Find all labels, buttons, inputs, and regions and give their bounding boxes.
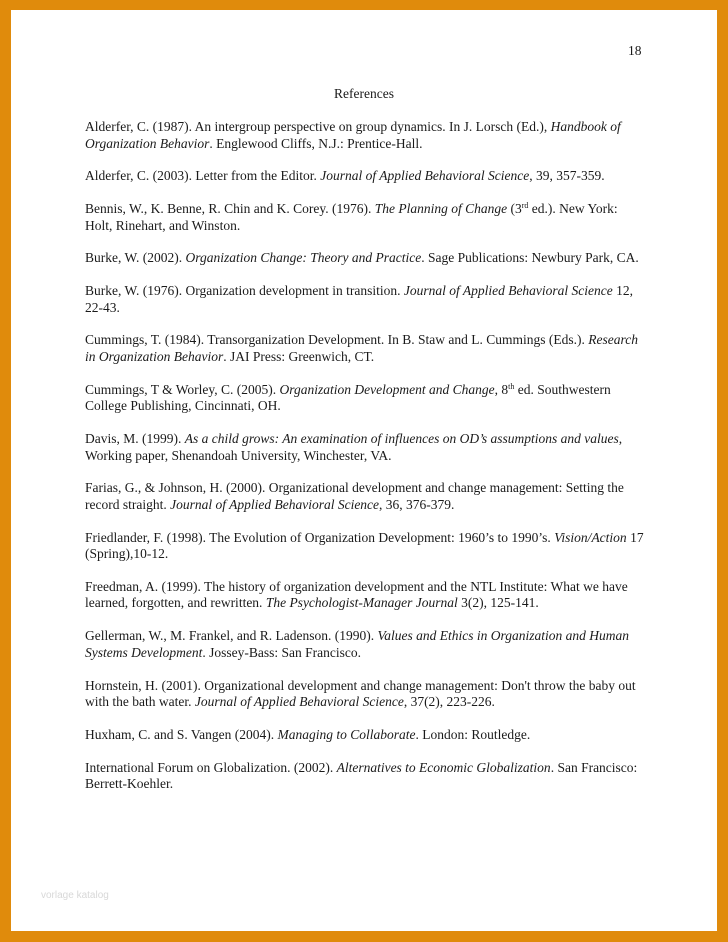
reference-entry xyxy=(85,431,645,464)
reference-text: Bennis, W., K. Benne, R. Chin and K. Corey. (1976). xyxy=(85,201,375,217)
reference-entry xyxy=(85,250,645,267)
reference-text: . San Francisco: Berrett-Koehler. xyxy=(85,759,638,792)
reference-text: International Forum on Globalization. (2002). xyxy=(85,759,337,775)
reference-text: Alderfer, C. (2003). Letter from the Editor. xyxy=(85,168,321,184)
reference-title-italic: Alternatives to Economic Globalization xyxy=(336,759,551,775)
reference-title-italic: Journal of Applied Behavioral Science xyxy=(320,168,530,184)
reference-title-italic: Journal of Applied Behavioral Science xyxy=(403,283,613,299)
reference-text: , 8 xyxy=(494,381,509,397)
reference-text: , Working paper, Shenandoah University, Winchester, VA. xyxy=(85,431,623,463)
reference-text: Burke, W. (1976). Organization development in transition. xyxy=(85,283,404,299)
reference-text: Huxham, C. and S. Vangen (2004). xyxy=(85,726,278,742)
reference-title-italic: Organization Development and Change xyxy=(279,381,495,397)
reference-text: , 37(2), 223-226. xyxy=(403,694,495,710)
reference-entry xyxy=(85,168,645,185)
reference-entry xyxy=(85,119,645,152)
reference-text: . JAI Press: Greenwich, CT. xyxy=(223,348,375,364)
reference-text: Hornstein, H. (2001). Organizational development and change management: Don't throw the baby out with the bath water. xyxy=(85,677,636,710)
reference-title-italic: Values and Ethics in Organization and Human Systems Development xyxy=(85,628,629,660)
reference-text: 17 (Spring),10-12. xyxy=(85,529,644,562)
reference-text: Alderfer, C. (1987). An intergroup perspective on group dynamics. In J. Lorsch (Ed.), xyxy=(85,119,551,134)
reference-text: Davis, M. (1999). xyxy=(85,431,185,447)
reference-text: Farias, G., & Johnson, H. (2000). Organizational development and change management: Setting the record straight. xyxy=(85,480,624,512)
reference-text: Gellerman, W., M. Frankel, and R. Ladenson. (1990). xyxy=(85,628,378,644)
reference-text: Cummings, T & Worley, C. (2005). xyxy=(85,381,280,397)
reference-entry xyxy=(85,201,645,234)
page-title: References xyxy=(334,86,394,101)
reference-text: , 36, 376-379. xyxy=(379,496,455,512)
document-page xyxy=(11,10,717,931)
watermark-text: vorlage katalog xyxy=(41,890,109,901)
reference-title-italic: Organization Change: Theory and Practice xyxy=(185,250,422,266)
reference-entry xyxy=(85,480,645,513)
reference-title-italic: Handbook of Organization Behavior xyxy=(85,119,621,151)
reference-text: . Jossey-Bass: San Francisco. xyxy=(202,644,361,660)
reference-entry xyxy=(85,628,645,661)
reference-entry xyxy=(85,678,645,711)
reference-entry xyxy=(85,382,645,415)
reference-text: . London: Routledge. xyxy=(415,726,531,742)
reference-text: (3 xyxy=(507,201,522,217)
reference-entry xyxy=(85,530,645,563)
reference-title-italic: The Psychologist-Manager Journal xyxy=(265,595,458,611)
reference-entry xyxy=(85,760,645,793)
reference-title-italic: Vision/Action xyxy=(554,529,627,545)
reference-text: ed.). New York: Holt, Rinehart, and Winston. xyxy=(85,201,618,233)
reference-text: . Sage Publications: Newbury Park, CA. xyxy=(421,250,639,266)
reference-text: . Englewood Cliffs, N.J.: Prentice-Hall. xyxy=(209,135,423,151)
reference-title-italic: Journal of Applied Behavioral Science xyxy=(170,496,380,512)
reference-title-italic: Research in Organization Behavior xyxy=(85,332,638,364)
reference-text: Friedlander, F. (1998). The Evolution of Organization Development: 1960’s to 1990’s. xyxy=(85,529,555,545)
page-number: 18 xyxy=(628,43,642,58)
ordinal-superscript: rd xyxy=(521,201,529,211)
reference-entry xyxy=(85,283,645,316)
reference-text: Cummings, T. (1984). Transorganization Development. In B. Staw and L. Cummings (Eds.). xyxy=(85,332,589,348)
reference-title-italic: Managing to Collaborate xyxy=(277,726,416,742)
reference-text: 3(2), 125-141. xyxy=(457,595,539,611)
reference-list xyxy=(85,119,645,809)
reference-entry xyxy=(85,579,645,612)
reference-entry xyxy=(85,727,645,744)
reference-text: Burke, W. (2002). xyxy=(85,250,186,266)
reference-title-italic: As a child grows: An examination of influences on OD’s assumptions and values xyxy=(184,431,619,447)
reference-entry xyxy=(85,332,645,365)
reference-text: 12, 22-43. xyxy=(85,283,634,315)
reference-title-italic: The Planning of Change xyxy=(374,201,508,217)
ordinal-superscript: th xyxy=(508,381,515,391)
reference-text: , 39, 357-359. xyxy=(529,168,605,184)
reference-text: ed. Southwestern College Publishing, Cincinnati, OH. xyxy=(85,381,611,414)
reference-title-italic: Journal of Applied Behavioral Science xyxy=(194,694,404,710)
reference-text: Freedman, A. (1999). The history of organization development and the NTL Institute: What we have learned, forgotten, and rewritten. xyxy=(85,578,628,611)
